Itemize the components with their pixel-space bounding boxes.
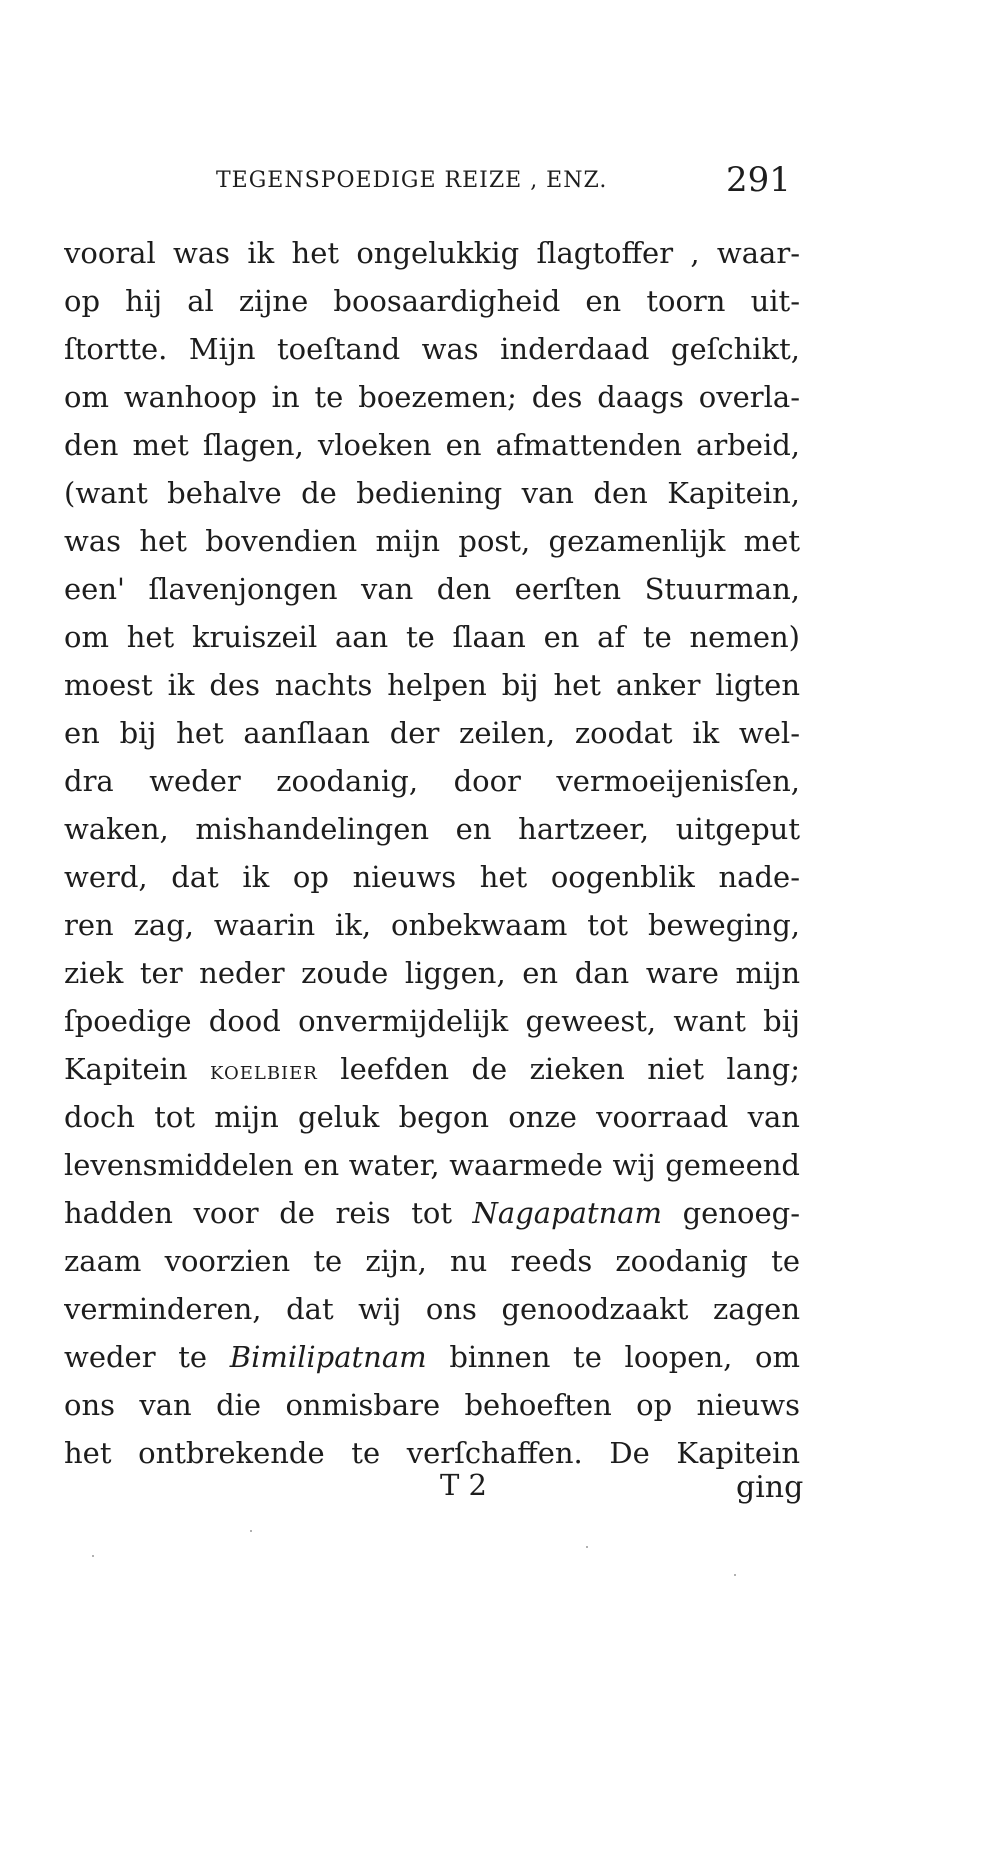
page-number: 291 — [726, 160, 791, 200]
text-line: en bij het aanſlaan der zeilen, zoodat ik wel- — [64, 716, 800, 750]
text-line: vooral was ik het ongelukkig ſlagtoffer , waar- — [64, 236, 800, 270]
text-line: werd, dat ik op nieuws het oogenblik nade- — [64, 860, 800, 894]
text-line: verminderen, dat wij ons genoodzaakt zagen — [64, 1292, 800, 1326]
catchword: ging — [736, 1470, 804, 1505]
text-line: om het kruiszeil aan te ſlaan en af te nemen) — [64, 620, 800, 654]
text-run: Kapitein — [64, 1052, 211, 1086]
text-line: (want behalve de bediening van den Kapitein, — [64, 476, 800, 510]
text-line: waken, mishandelingen en hartzeer, uitgeput — [64, 812, 800, 846]
paper-speck — [734, 1574, 736, 1576]
text-line: ſtortte. Mijn toeſtand was inderdaad geſchikt, — [64, 332, 800, 366]
text-line: was het bovendien mijn post, gezamenlijk met — [64, 524, 800, 558]
text-line: om wanhoop in te boezemen; des daags overla- — [64, 380, 800, 414]
text-line: het ontbrekende te verſchaffen. De Kapitein — [64, 1436, 800, 1470]
text-line: zaam voorzien te zijn, nu reeds zoodanig te — [64, 1244, 800, 1278]
text-line — [64, 1189, 800, 1237]
captain-name: koelbier — [210, 1056, 318, 1086]
text-run: genoeg- — [662, 1196, 800, 1230]
text-run: leefden de zieken niet lang; — [317, 1052, 800, 1086]
text-line — [64, 1333, 800, 1381]
place-name: Bimilipatnam — [229, 1340, 427, 1374]
text-line: ren zag, waarin ik, onbekwaam tot beweging, — [64, 908, 800, 942]
text-line: moest ik des nachts helpen bij het anker ligten — [64, 668, 800, 702]
text-line: den met ſlagen, vloeken en afmattenden arbeid, — [64, 428, 800, 462]
text-run: hadden voor de reis tot — [64, 1196, 473, 1230]
text-line: op hij al zijne boosaardigheid en toorn uit- — [64, 284, 800, 318]
body-text — [64, 229, 800, 1477]
text-run: weder te — [64, 1340, 230, 1374]
place-name: Nagapatnam — [472, 1196, 663, 1230]
text-line: dra weder zoodanig, door vermoeijenisſen, — [64, 764, 800, 798]
paper-speck — [250, 1530, 252, 1532]
text-run: binnen te loopen, om — [426, 1340, 800, 1374]
text-line: levensmiddelen en water, waarmede wij gemeend — [64, 1148, 800, 1182]
text-line: ſpoedige dood onvermijdelijk geweest, want bij — [64, 1004, 800, 1038]
text-line: doch tot mijn geluk begon onze voorraad van — [64, 1100, 800, 1134]
paper-speck — [586, 1546, 588, 1548]
text-line: ziek ter neder zoude liggen, en dan ware mijn — [64, 956, 800, 990]
text-line: ons van die onmisbare behoeften op nieuws — [64, 1388, 800, 1422]
text-line — [64, 1045, 800, 1093]
running-title: TEGENSPOEDIGE REIZE , ENZ. — [216, 168, 608, 193]
signature-mark: T 2 — [440, 1468, 488, 1502]
paper-speck — [92, 1555, 94, 1557]
text-line: een' ſlavenjongen van den eerſten Stuurman, — [64, 572, 800, 606]
